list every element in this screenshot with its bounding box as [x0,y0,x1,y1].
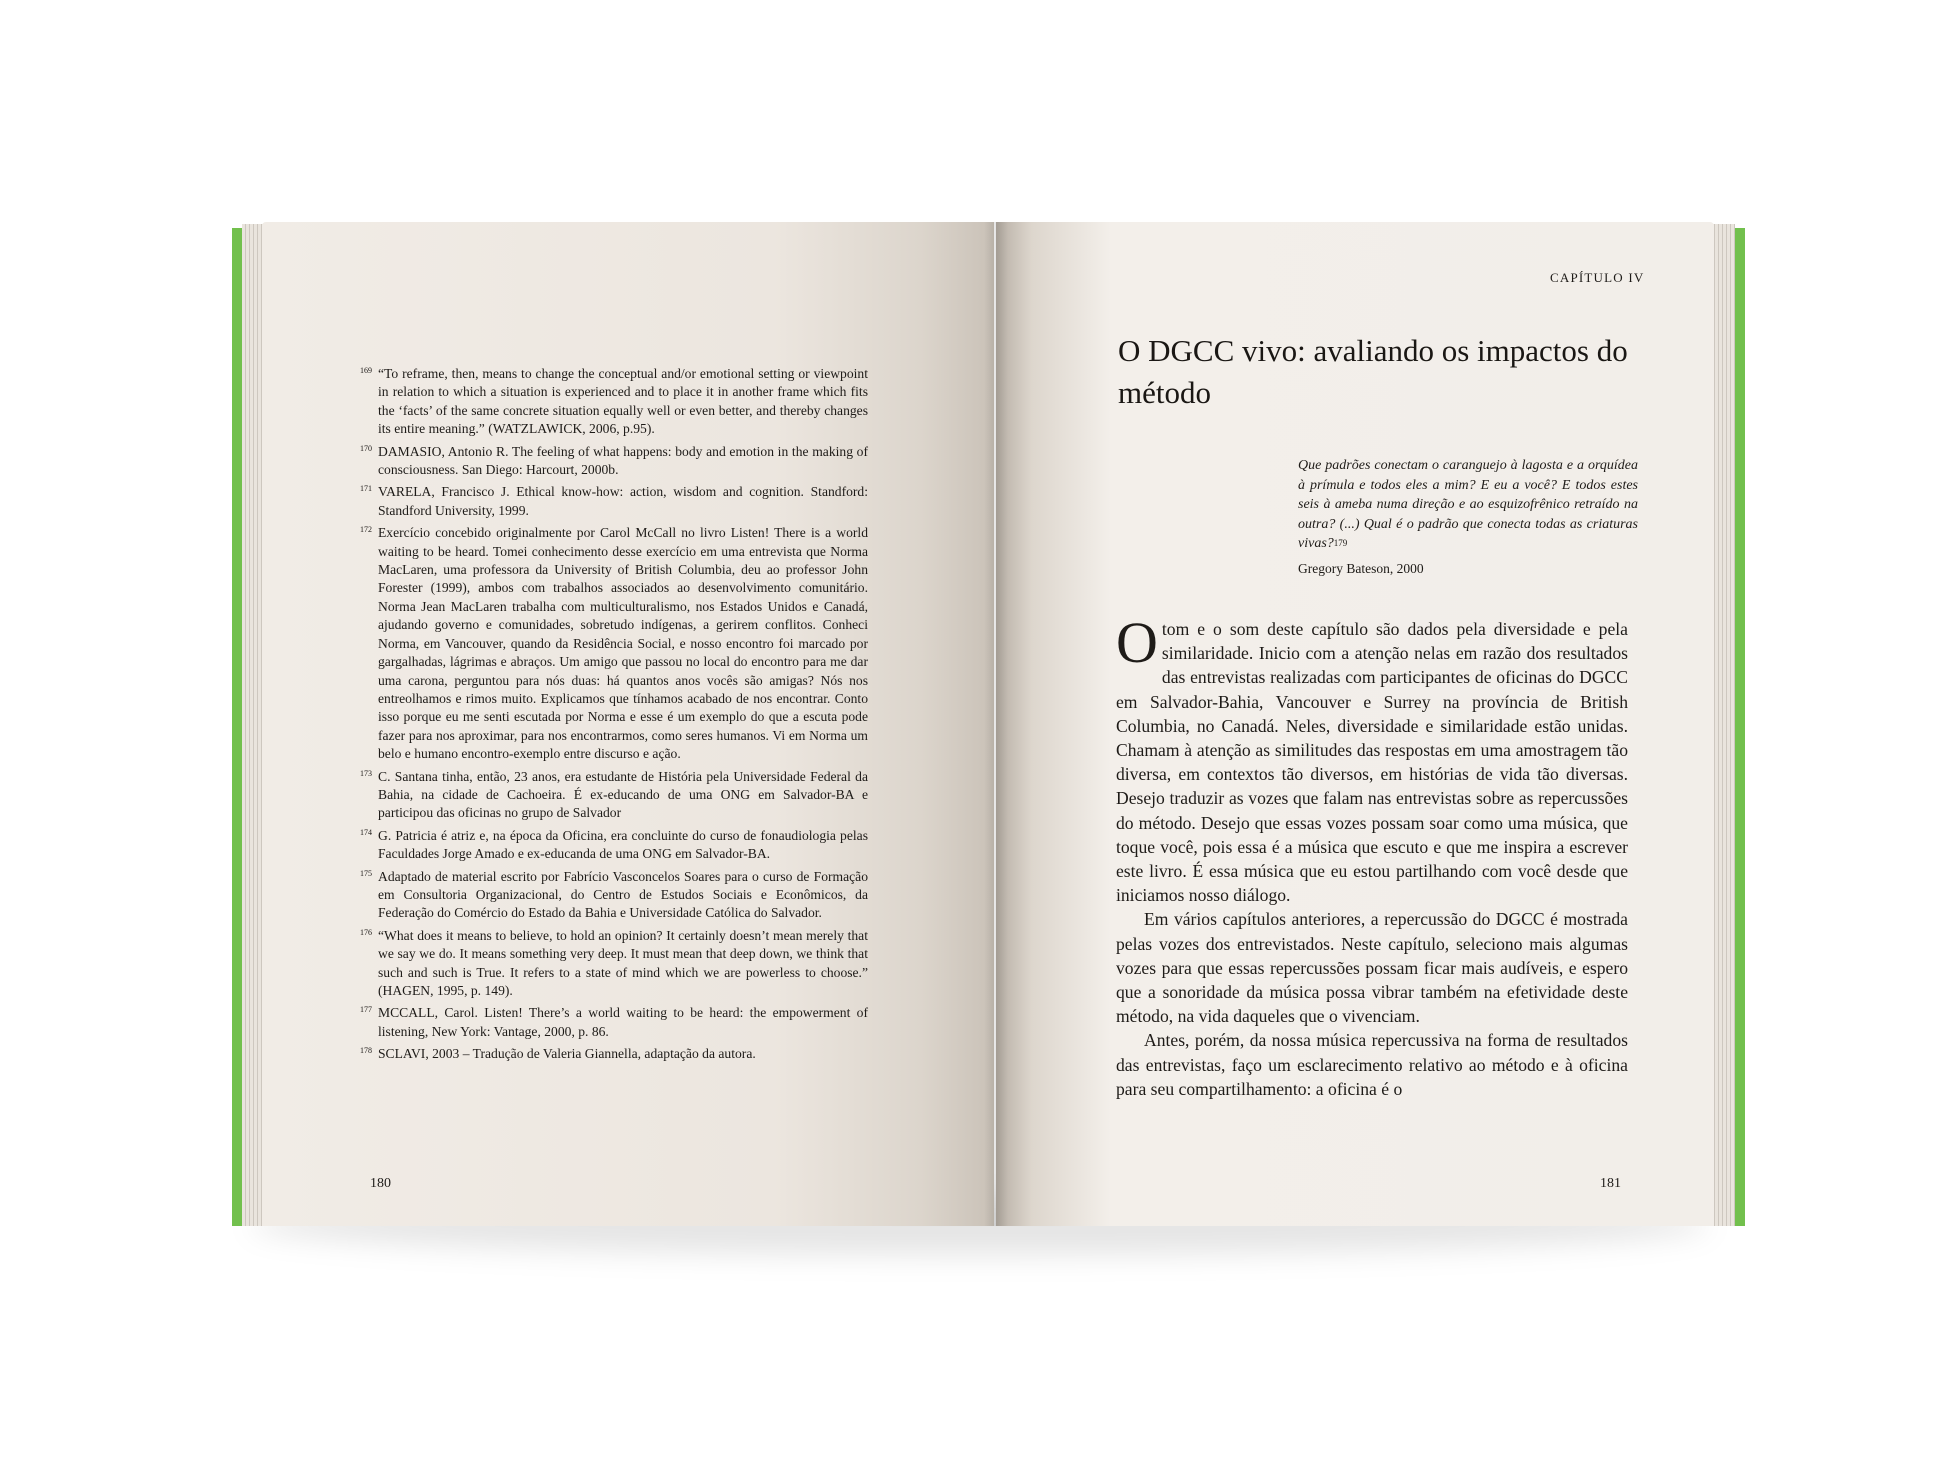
footnote-number: 176 [360,927,372,937]
footnote-number: 177 [360,1005,372,1015]
footnote-number: 178 [360,1046,372,1056]
footnote [360,443,868,480]
footnote [360,365,868,439]
body-paragraph [1116,610,1628,907]
footnote-text: C. Santana tinha, então, 23 anos, era estudante de História pela Universidade Federal da Bahia, na cidade de Cachoeira. É ex-educando de uma ONG em Salvador-BA e participou das oficinas no grupo de Salvador [378,768,868,821]
footnote [360,1045,868,1063]
footnote-text: SCLAVI, 2003 – Tradução de Valeria Giannella, adaptação da autora. [378,1046,756,1062]
footnote-number: 174 [360,827,372,837]
epigraph-note-ref: 179 [1333,538,1348,548]
footnote-number: 173 [360,768,372,778]
footnote-text: “What does it means to believe, to hold an opinion? It certainly doesn’t mean merely that we say we do. It means something very deep. It must mean that deep down, we think that such and such is True. It refers to a state of mind which we are powerless to choose.” (HAGEN, 1995, p. 149). [378,927,868,998]
epigraph-quote [1298,456,1638,554]
footnote-text: VARELA, Francisco J. Ethical know-how: action, wisdom and cognition. Standford: Standford University, 1999. [378,484,868,518]
footnote [360,868,868,923]
epigraph-author: Gregory Bateson, 2000 [1298,560,1424,576]
footnote-text: “To reframe, then, means to change the conceptual and/or emotional setting or viewpoint in relation to which a situation is experienced and to place it in another frame which fits the ‘facts’ of the same concrete situation equally well or even better, and thereby changes its entire meaning.” (WATZLAWICK, 2006, p.95). [378,366,868,437]
footnote-number: 171 [360,484,372,494]
footnote-text: MCCALL, Carol. Listen! There’s a world waiting to be heard: the empowerment of listening, New York: Vantage, 2000, p. 86. [378,1005,868,1039]
footnote-number: 175 [360,868,372,878]
footnote-number: 172 [360,525,372,535]
left-page [262,222,994,1226]
footnote [360,483,868,520]
book-gutter [984,222,1008,1226]
page-number-right: 181 [1600,1176,1621,1191]
epigraph [1298,456,1638,578]
body-paragraph: Em vários capítulos anteriores, a repercussão do DGCC é mostrada pelas vozes dos entrevistados. Neste capítulo, seleciono mais algumas vozes para que essas repercussões possam ficar mais audíveis, e espero que a sonoridade da música possa vibrar também na efetividade deste método, na vida daqueles que o vivenciam. [1116,909,1628,1027]
footnote-number: 169 [360,366,372,375]
footnote-text: DAMASIO, Antonio R. The feeling of what happens: body and emotion in the making of consciousness. San Diego: Harcourt, 2000b. [378,443,868,478]
footnote [360,827,868,864]
chapter-label: CAPÍTULO IV [1550,270,1645,285]
drop-cap: O [1116,610,1158,675]
footnote [360,524,868,763]
body-paragraph: Antes, porém, da nossa música repercussiva na forma de resultados das entrevistas, faço um esclarecimento relativo ao método e à oficina para seu compartilhamento: a oficina é o [1116,1030,1628,1099]
footnote-text: Exercício concebido originalmente por Carol McCall no livro Listen! There is a world waiting to be heard. Tomei conhecimento desse exercício em uma entrevista que Norma MacLaren, uma professora da University of British Columbia, deu ao professor John Forester (1999), ambos com trabalhos associados ao desenvolvimento comunitário. Norma Jean MacLaren trabalha com multiculturalismo, nos Estados Unidos e Canadá, ajudando governo e comunidades, sobretudo indígenas, a gerirem conflitos. Conheci Norma, em Vancouver, quando da Residência Social, e nosso encontro foi marcado por gargalhadas, lágrimas e abraços. Um amigo que passou no local do encontro para me dar uma carona, perguntou para nós duas: há quantos anos vocês são amigas? Nós nos entreolhamos e rimos muito. Explicamos que tínhamos acabado de nos encontrar. Conto isso porque eu me senti escutada por Norma e esse é um exemplo do que a escuta pode fazer para nos aproximar, para nos encontrarmos, como seres humanos. Vi em Norma um belo e humano encontro-exemplo entre discurso e ação. [378,525,868,762]
footnote-number: 170 [360,443,372,453]
right-page [996,222,1714,1226]
body-paragraph-text: tom e o som deste capítulo são dados pela diversidade e pela similaridade. Inicio com a atenção nelas em razão dos resultados das entrevistas realizadas com participantes de oficinas do DGCC em Salvador-Bahia, Vancouver e Surrey na província de British Columbia, no Canadá. Neles, diversidade e similaridade estão unidas. Chamam à atenção as similitudes das respostas em uma amostragem tão diversa, em contextos tão diversos, em histórias de vida tão diversas. Desejo traduzir as vozes que falam nas entrevistas sobre as repercussões do método. Desejo que essas vozes possam soar como uma música, que toque você, pois essa é a música que escuto e que me inspira a escrever este livro. É essa música que eu estou partilhando com você desde que iniciamos nosso diálogo. [1116,619,1628,906]
chapter-title: O DGCC vivo: avaliando os impactos do método [1118,333,1628,410]
cover-edge-right [1735,228,1745,1226]
page-number-left: 180 [370,1176,391,1191]
cover-edge-left [232,228,242,1226]
epigraph-text: Que padrões conectam o caranguejo à lagosta e a orquídea à prímula e todos eles a mim? E eu a você? E todos estes seis à ameba numa direção e ao esquizofrênico retraído na outra? (...) Qual é o padrão que conecta todas as criaturas vivas? [1298,458,1638,551]
footnotes [360,365,868,1068]
footnote-text: Adaptado de material escrito por Fabrício Vasconcelos Soares para o curso de Formação em Consultoria Organizacional, do Centro de Estudos Sociais e Econômicos, da Federação do Comércio do Estado da Bahia e Universidade Católica do Salvador. [378,868,868,921]
footnote [360,927,868,1001]
footnote [360,768,868,823]
footnote-text: G. Patricia é atriz e, na época da Oficina, era concluinte do curso de fonaudiologia pelas Faculdades Jorge Amado e ex-educanda de uma ONG em Salvador-BA. [378,827,868,862]
footnote [360,1004,868,1041]
chapter-body [1116,610,1628,1101]
